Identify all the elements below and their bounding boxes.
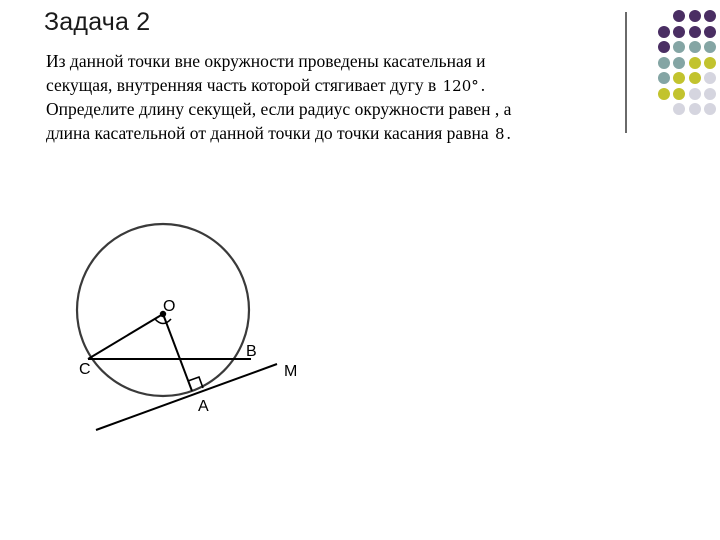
label-m: M [284, 363, 298, 380]
label-b: B [246, 343, 257, 360]
radius-oa [163, 314, 192, 391]
slide-title: Задача 2 [44, 8, 151, 36]
problem-line-2-end: . [480, 74, 486, 95]
label-c: C [79, 361, 91, 378]
radius-oc [88, 314, 163, 359]
tangent-length-value: 8 [494, 124, 505, 143]
problem-line-4-text: длина касательной от данной точки до точки касания равна [46, 122, 489, 143]
problem-line-3: Определите длину секущей, если радиус окружности равен , а [46, 99, 512, 119]
problem-line-2-text: секущая, внутренняя часть которой стягивает дугу в [46, 74, 437, 95]
angle-mark-o [155, 319, 171, 324]
problem-line-1: Из данной точки вне окружности проведены касательная и [46, 51, 486, 71]
arc-angle-value: 120° [442, 76, 479, 95]
label-o: O [163, 298, 176, 315]
problem-line-4-end: . [506, 122, 511, 143]
label-a: A [198, 398, 209, 415]
